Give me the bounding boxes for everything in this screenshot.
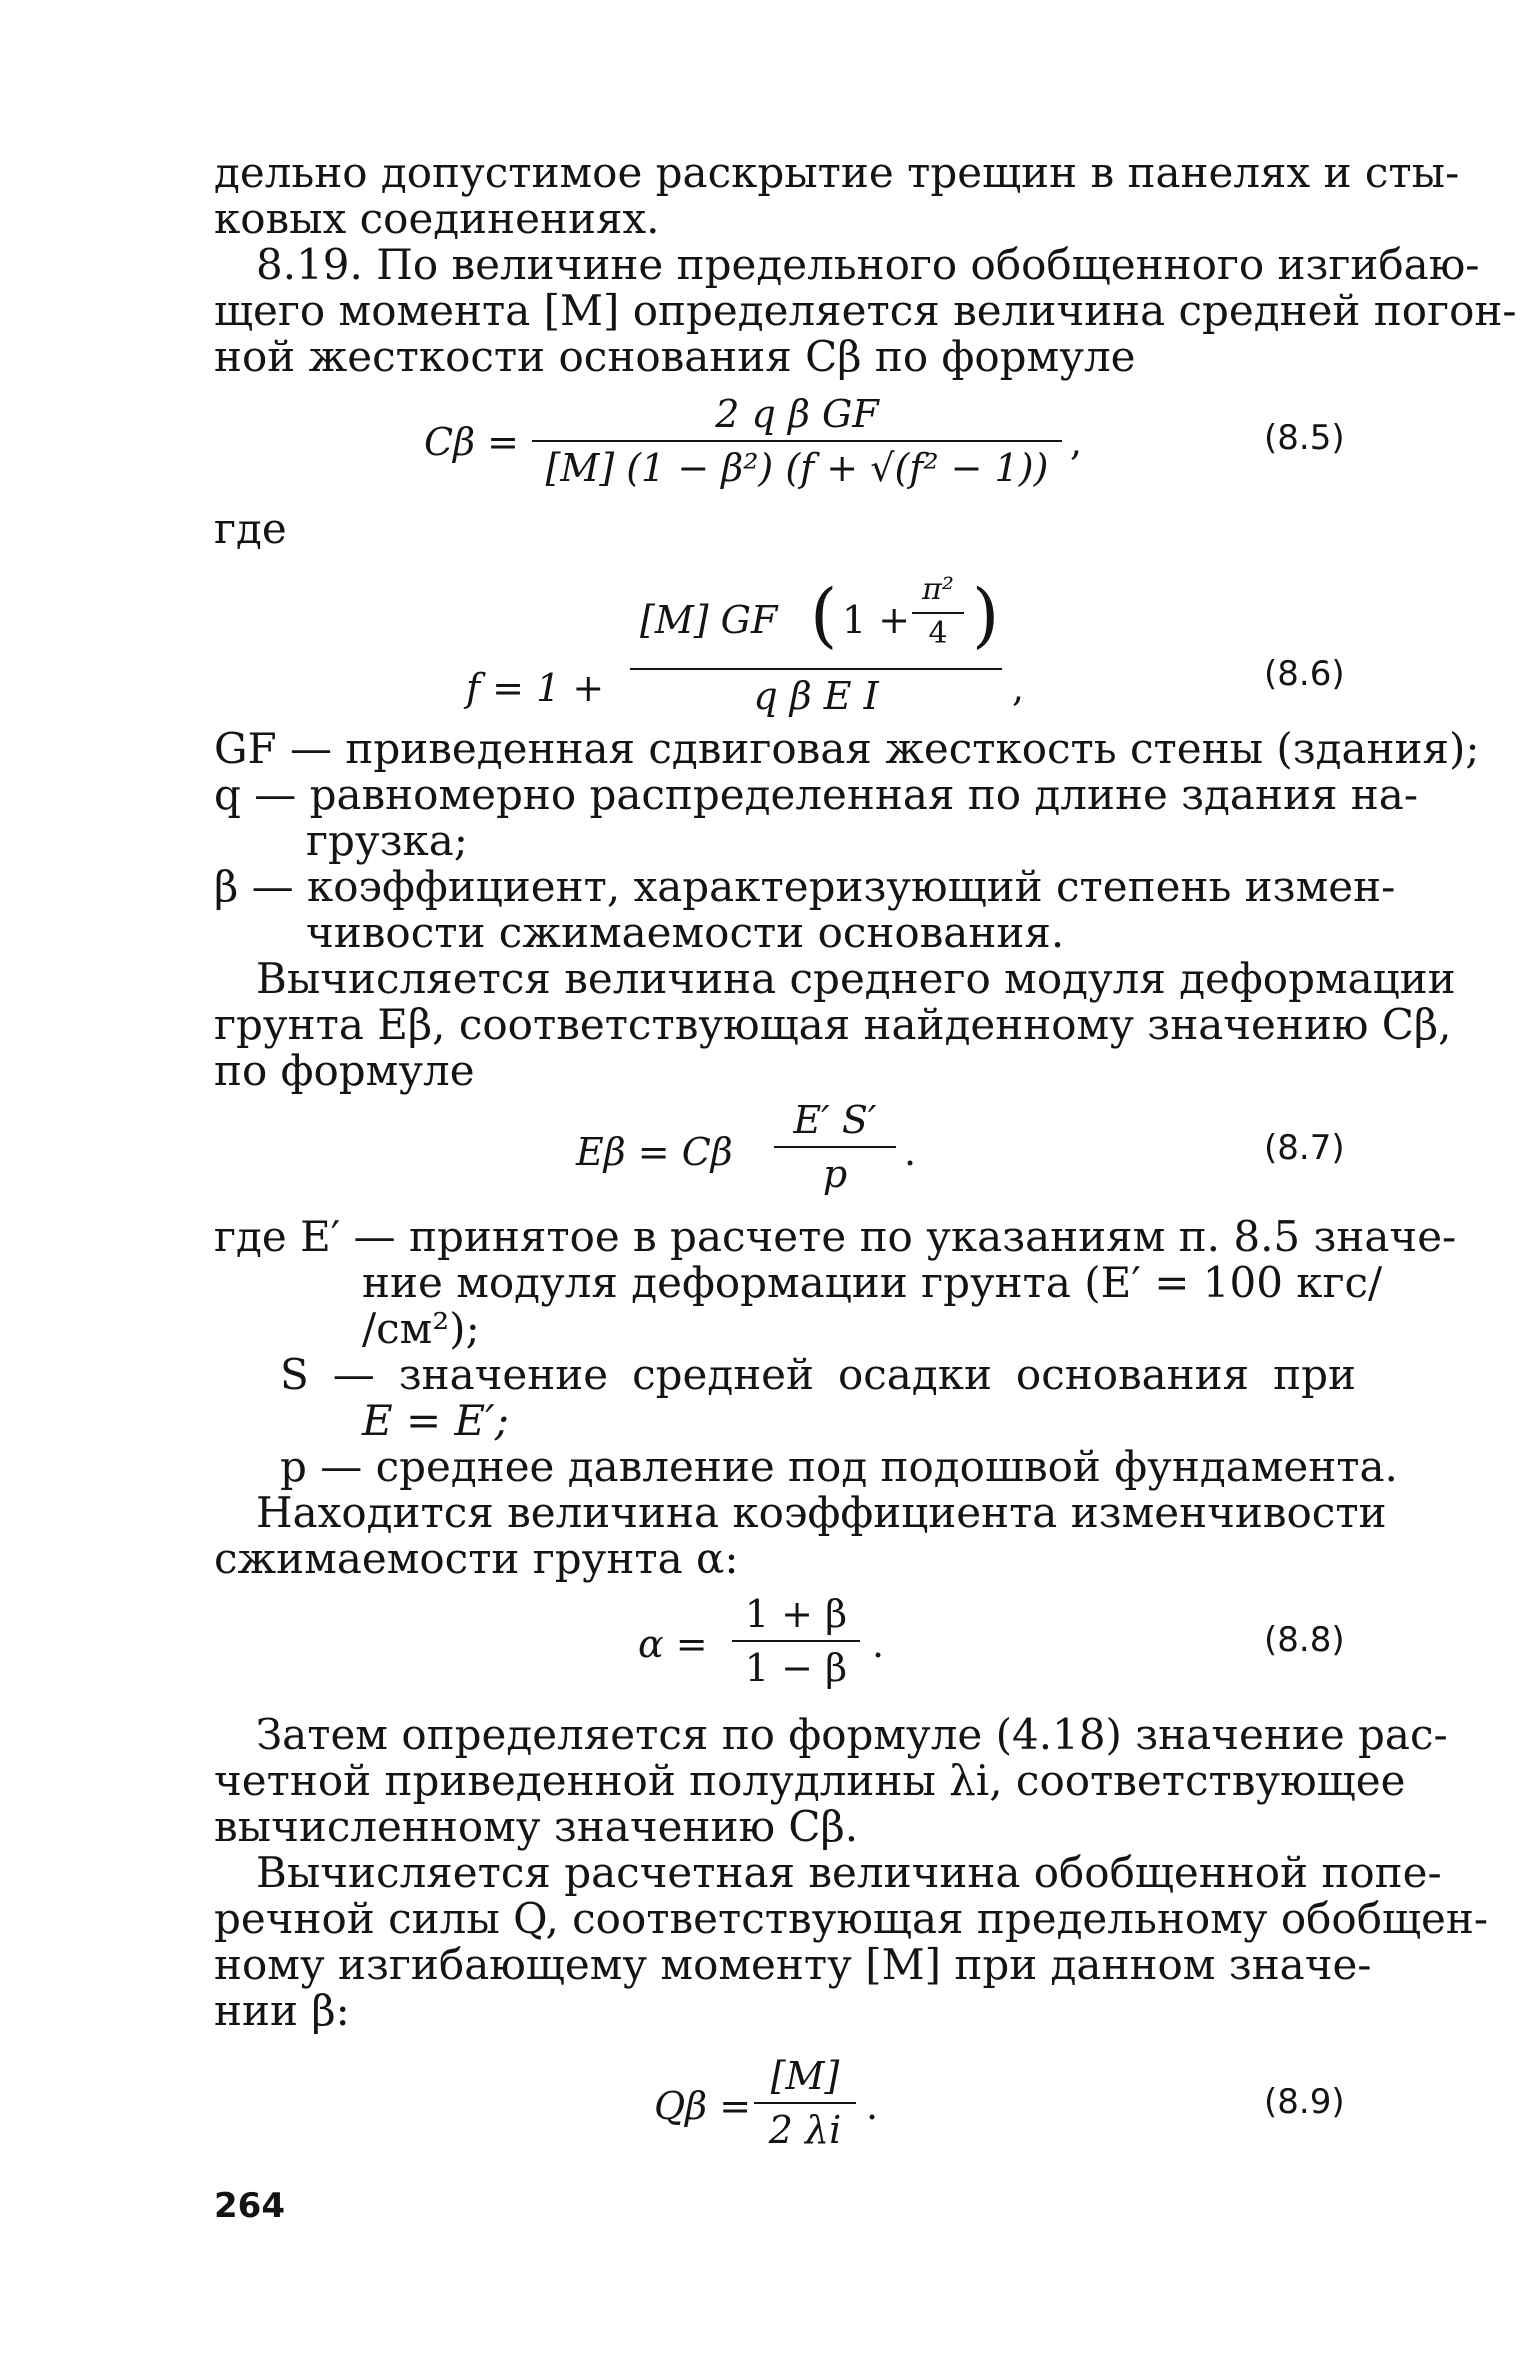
fraction-bar [532,440,1062,442]
formula-tail: . [904,1130,917,1174]
text-line: ной жесткости основания Cβ по формуле [214,332,1136,381]
formula-8-7-lhs: Eβ = Cβ [576,1130,733,1174]
fraction-bar [912,612,964,614]
formula-8-9-lhs: Qβ = [654,2084,752,2128]
definition-line: p — среднее давление под подошвой фундамента. [280,1442,1398,1491]
formula-8-7-denominator: p [822,1152,848,1196]
text-line: ному изгибающему моменту [M] при данном значе- [214,1940,1372,1989]
text-line: речной силы Q, соответствующая предельному обобщен- [214,1894,1489,1943]
fraction-bar [754,2102,856,2104]
text-line: Вычисляется величина среднего модуля деформации [256,954,1456,1003]
formula-8-8-denominator: 1 − β [744,1646,848,1690]
formula-tail: . [872,1622,885,1666]
equation-number: (8.7) [1264,1128,1345,1168]
formula-8-5-lhs: Cβ = [424,420,519,464]
definition-line: GF — приведенная сдвиговая жесткость стены (здания); [214,724,1480,773]
text-line: Находится величина коэффициента изменчивости [256,1488,1387,1537]
definition-line: где E′ — принятое в расчете по указаниям п. 8.5 значе- [214,1212,1457,1261]
formula-8-6-numerator: [M] GF [640,598,778,642]
text-line: по формуле [214,1046,475,1095]
text-line: Вычисляется расчетная величина обобщенной попе- [256,1848,1442,1897]
text-line: Затем определяется по формуле (4.18) значение рас- [256,1710,1448,1759]
equation-number: (8.9) [1264,2082,1345,2122]
equation-number: (8.6) [1264,654,1345,694]
text-line: щего момента [M] определяется величина средней погон- [214,286,1517,335]
formula-tail: , [1012,666,1025,710]
formula-8-6-four: 4 [928,616,948,651]
formula-8-6-denominator: q β E I [753,674,879,718]
formula-8-7-numerator: E′ S′ [793,1098,877,1142]
fraction-bar [774,1146,896,1148]
definition-line: S — значение средней осадки основания при [280,1350,1356,1399]
formula-tail: . [866,2084,879,2128]
fraction-bar [732,1640,860,1642]
text-line: 8.19. По величине предельного обобщенного изгибаю- [256,240,1480,289]
formula-8-8-lhs: α = [638,1622,708,1666]
formula-8-6-pi: π² [922,572,954,607]
equation-number: (8.8) [1264,1620,1345,1660]
paren-open: ( [810,574,838,656]
definition-line: ние модуля деформации грунта (E′ = 100 кгс/ [362,1258,1383,1307]
definition-line: β — коэффициент, характеризующий степень измен- [214,862,1396,911]
text-line: где [214,504,287,553]
text-line: грунта Eβ, соответствующая найденному значению Cβ, [214,1000,1452,1049]
text-line: вычисленному значению Cβ. [214,1802,859,1851]
formula-8-8-numerator: 1 + β [744,1592,848,1636]
text-line: четной приведенной полудлины λi, соответствующее [214,1756,1406,1805]
formula-8-9-numerator: [M] [770,2054,840,2098]
formula-8-5-denominator: [M] (1 − β²) (f + √(f² − 1)) [545,446,1049,490]
text-line: нии β: [214,1986,350,2035]
text-line: сжимаемости грунта α: [214,1534,739,1583]
definition-line: грузка; [306,816,468,865]
formula-8-9-denominator: 2 λi [768,2108,842,2152]
text-line: дельно допустимое раскрытие трещин в панелях и сты- [214,148,1460,197]
text-line: ковых соединениях. [214,194,660,243]
definition-line: E = E′; [362,1396,509,1445]
paren-close: ) [972,574,1000,656]
definition-line: /см²); [362,1304,480,1353]
page-number: 264 [214,2186,285,2226]
formula-tail: , [1070,420,1083,464]
fraction-bar [630,668,1002,670]
equation-number: (8.5) [1264,418,1345,458]
formula-8-6-one-plus: 1 + [842,598,911,642]
formula-8-6-lhs: f = 1 + [466,666,605,710]
formula-8-5-numerator: 2 q β GF [715,392,879,436]
definition-line: чивости сжимаемости основания. [306,908,1065,957]
definition-line: q — равномерно распределенная по длине здания на- [214,770,1419,819]
